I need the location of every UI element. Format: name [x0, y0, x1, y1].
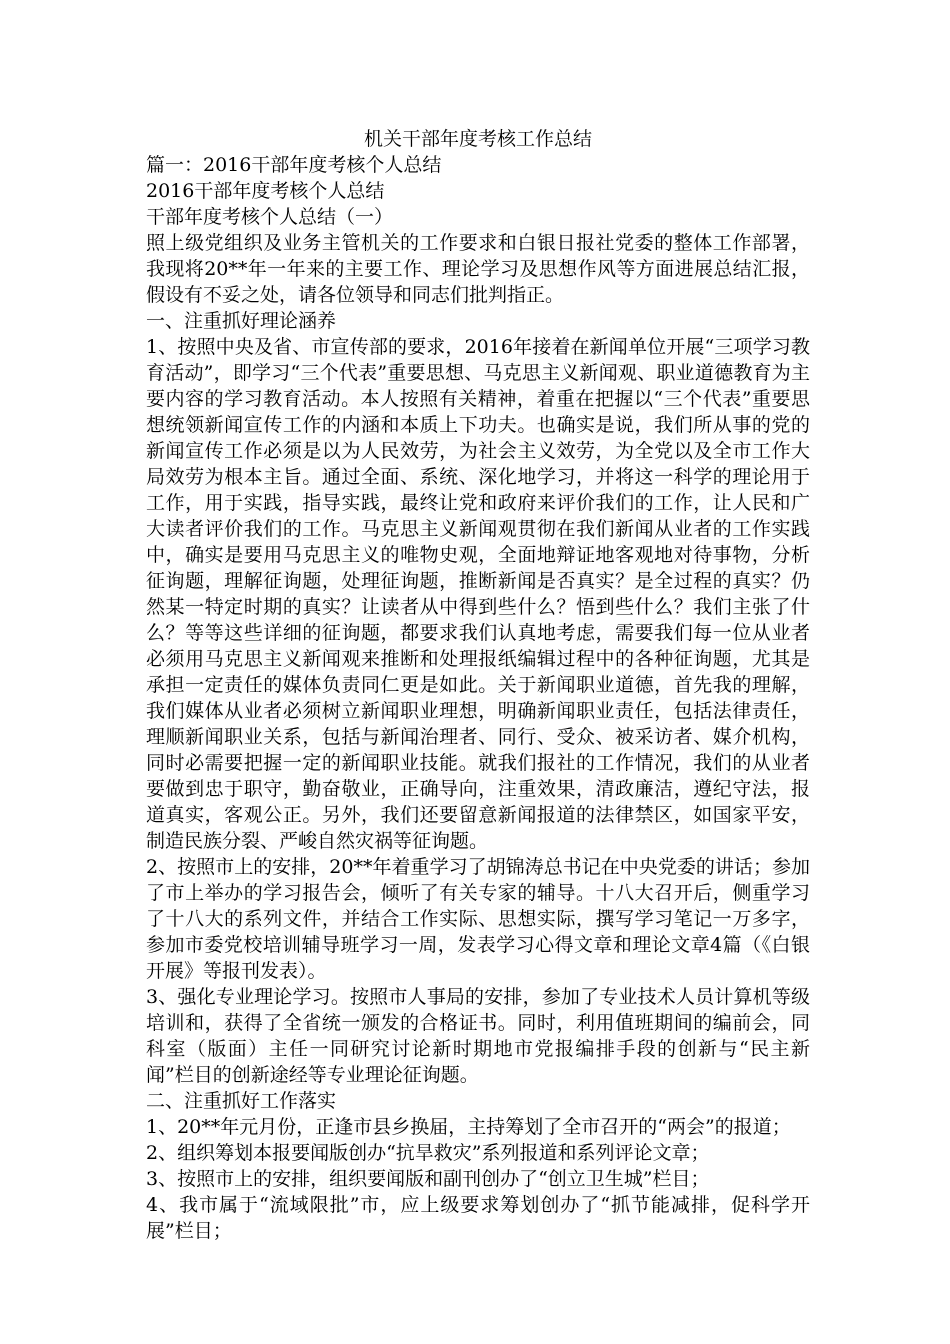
section-heading: 一、注重抓好理论涵养: [146, 310, 337, 332]
body-paragraph: 3、强化专业理论学习。按照市人事局的安排，参加了专业技术人员计算机等级培训和，获得了全省统一颁发的合格证书。同时，利用值班期间的编前会，同科室（版面）主任一同研究讨论新时期地市党报编排手段的创新与“民主新闻”栏目的创新途经等专业理论征询题。: [146, 986, 810, 1086]
section-heading: 二、注重抓好工作落实: [146, 1090, 337, 1112]
subheading: 2016干部年度考核个人总结: [146, 180, 385, 202]
list-item: 2、组织筹划本报要闻版创办“抗旱救灾”系列报道和系列评论文章；: [146, 1142, 710, 1164]
body-paragraph: 1、按照中央及省、市宣传部的要求，2016年接着在新闻单位开展“三项学习教育活动”，即学习“三个代表”重要思想、马克思主义新闻观、职业道德教育为主要内容的学习教育活动。本人按照有关精神，着重在把握以“三个代表”重要思想统领新闻宣传工作的内涵和本质上下功夫。也确实是说，我们所从事的党的新闻宣传工作必须是以为人民效劳，为社会主义效劳，为全党以及全市工作大局效劳为根本主旨。通过全面、系统、深化地学习，并将这一科学的理论用于工作，用于实践，指导实践，最终让党和政府来评价我们的工作，让人民和广大读者评价我们的工作。马克思主义新闻观贯彻在我们新闻从业者的工作实践中，确实是要用马克思主义的唯物史观，全面地辩证地客观地对待事物，分析征询题，理解征询题，处理征询题，推断新闻是否真实？是全过程的真实？仍然某一特定时期的真实？让读者从中得到些什么？悟到些什么？我们主张了什么？等等这些详细的征询题，都要求我们认真地考虑，需要我们每一位从业者必须用马克思主义新闻观来推断和处理报纸编辑过程中的各种征询题，尤其是承担一定责任的媒体负责同仁更是如此。关于新闻职业道德，首先我的理解，我们媒体从业者必须树立新闻职业理想，明确新闻职业责任，包括法律责任，理顺新闻职业关系，包括与新闻治理者、同行、受众、被采访者、媒介机构，同时必需要把握一定的新闻职业技能。就我们报社的工作情况，我们的从业者要做到忠于职守，勤奋敬业，正确导向，注重效果，清政廉洁，遵纪守法，报道真实，客观公正。另外，我们还要留意新闻报道的法律禁区，如国家平安，制造民族分裂、严峻自然灾祸等征询题。: [146, 336, 810, 852]
subheading: 干部年度考核个人总结（一）: [146, 206, 394, 228]
section-heading: 篇一：2016干部年度考核个人总结: [146, 154, 442, 176]
list-item: 3、按照市上的安排，组织要闻版和副刊创办了“创立卫生城”栏目；: [146, 1168, 710, 1190]
list-item: 1、20**年元月份，正逢市县乡换届，主持筹划了全市召开的“两会”的报道；: [146, 1116, 791, 1138]
document-title: 机关干部年度考核工作总结: [363, 128, 592, 150]
intro-paragraph: 照上级党组织及业务主管机关的工作要求和白银日报社党委的整体工作部署，我现将20**年一年来的主要工作、理论学习及思想作风等方面进展总结汇报，假设有不妥之处，请各位领导和同志们批判指正。: [146, 232, 810, 306]
list-item: 4、我市属于“流域限批”市，应上级要求筹划创办了“抓节能减排，促科学开展”栏目；: [146, 1194, 810, 1242]
body-paragraph: 2、按照市上的安排，20**年着重学习了胡锦涛总书记在中央党委的讲话；参加了市上举办的学习报告会，倾听了有关专家的辅导。十八大召开后，侧重学习了十八大的系列文件，并结合工作实际、思想实际，撰写学习笔记一万多字，参加市委党校培训辅导班学习一周，发表学习心得文章和理论文章4篇（《白银开展》等报刊发表）。: [146, 856, 810, 982]
document-page: [146, 126, 810, 1244]
